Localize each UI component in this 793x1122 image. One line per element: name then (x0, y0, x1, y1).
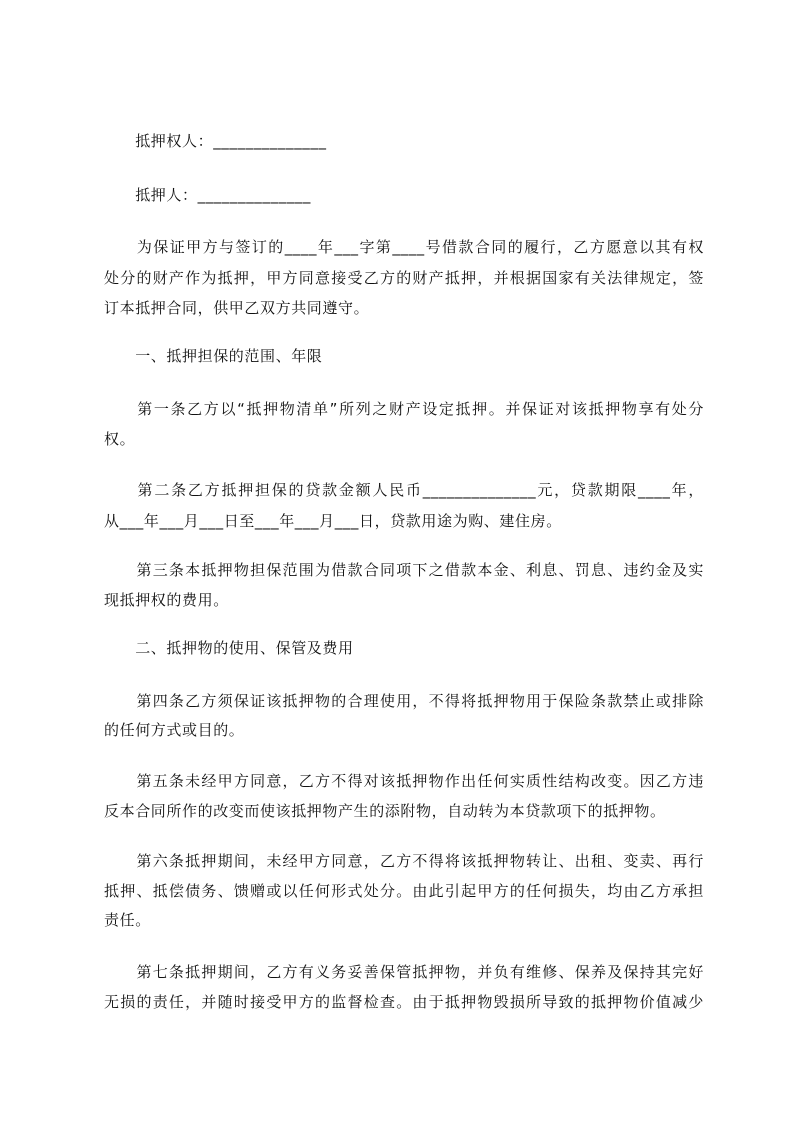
article-5-line-2: 反本合同所作的改变而使该抵押物产生的添附物，自动转为本贷款项下的抵押物。 (104, 802, 666, 820)
preamble-line-2: 处分的财产作为抵押，甲方同意接受乙方的财产抵押，并根据国家有关法律规定，签 (104, 269, 704, 287)
article-1-line-1: 第一条乙方以“抵押物清单”所列之财产设定抵押。并保证对该抵押物享有处分 (104, 400, 704, 418)
article-2-line-2: 从___年___月___日至___年___月___日，贷款用途为购、建住房。 (104, 512, 562, 530)
article-4-line-1: 第四条乙方须保证该抵押物的合理使用，不得将抵押物用于保险条款禁止或排除 (104, 692, 704, 710)
article-4-line-2: 的任何方式或目的。 (104, 721, 245, 739)
article-1-line-2: 权。 (104, 430, 136, 448)
section-heading-1: 一、抵押担保的范围、年限 (104, 347, 323, 365)
article-2-line-1: 第二条乙方抵押担保的贷款金额人民币______________元，贷款期限____年， (104, 481, 704, 499)
article-6-line-3: 责任。 (104, 911, 151, 929)
article-7-line-2: 无损的责任，并随时接受甲方的监督检查。由于抵押物毁损所导致的抵押物价值减少 (104, 993, 704, 1011)
preamble-line-1: 为保证甲方与签订的____年___字第____号借款合同的履行，乙方愿意以其有权 (104, 238, 704, 256)
article-3-line-2: 现抵押权的费用。 (104, 591, 229, 609)
mortgagor-line: 抵押人：______________ (104, 186, 312, 204)
mortgagee-line: 抵押权人：______________ (104, 132, 327, 150)
section-heading-2: 二、抵押物的使用、保管及费用 (104, 639, 354, 657)
preamble-line-3: 订本抵押合同，供甲乙双方共同遵守。 (104, 299, 370, 317)
article-6-line-2: 抵押、抵偿债务、馈赠或以任何形式处分。由此引起甲方的任何损失，均由乙方承担 (104, 882, 704, 900)
article-5-line-1: 第五条未经甲方同意，乙方不得对该抵押物作出任何实质性结构改变。因乙方违 (104, 772, 704, 790)
article-6-line-1: 第六条抵押期间，未经甲方同意，乙方不得将该抵押物转让、出租、变卖、再行 (104, 852, 704, 870)
article-3-line-1: 第三条本抵押物担保范围为借款合同项下之借款本金、利息、罚息、违约金及实 (104, 561, 704, 579)
article-7-line-1: 第七条抵押期间，乙方有义务妥善保管抵押物，并负有维修、保养及保持其完好 (104, 963, 704, 981)
